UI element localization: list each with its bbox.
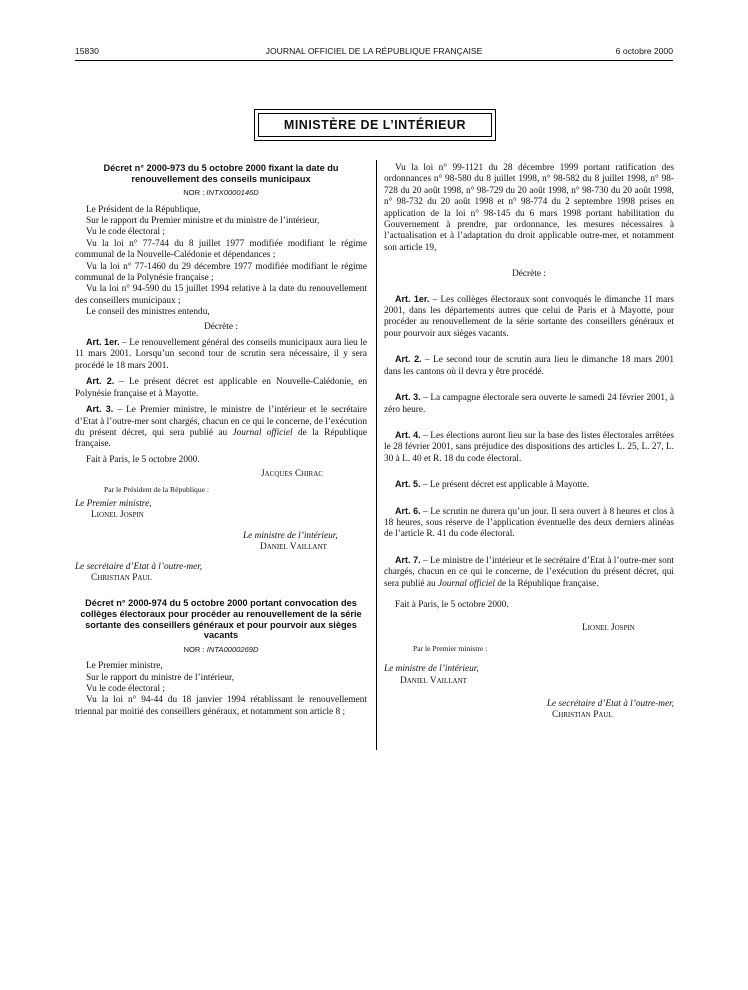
mi-name: Daniel Vaillant (400, 675, 467, 686)
page-header (75, 44, 673, 61)
par-president: Par le Président de la République : (104, 484, 210, 494)
decree2-para: Le Premier ministre, (86, 661, 163, 672)
article-text: – Les collèges électoraux sont convoqués le dimanche 11 mars 2001, dans les départements autres que celui de Paris et à Mayotte, pour procéder au renouvellement de la série sortante des conseillers généraux et pour pourvoir aux sièges vacants. (384, 294, 674, 339)
nor-label: NOR : (183, 644, 207, 654)
issue-date: 6 octobre 2000 (615, 46, 673, 56)
article-text: – Le ministre de l’intérieur et le secrétaire d’Etat à l’outre-mer sont chargés, chacun en ce qui le concerne, de l’exécution du présent décret, qui sera publié au (384, 555, 674, 589)
journal-officiel: Journal officiel (437, 578, 496, 589)
decree2-title: Décret n° 2000-974 du 5 octobre 2000 portant convocation des collèges électoraux pour procéder au renouvellement de la série sortante des conseillers généraux et pour pourvoir aux sièges vacants (80, 598, 362, 641)
nor-code: INTA0000269D (206, 644, 259, 654)
article-label: Art. 6. (395, 505, 421, 516)
decree2-article (384, 479, 674, 491)
article-label: Art. 2. (395, 354, 422, 365)
nor-code: INTX0000146D (206, 188, 259, 198)
decree2-article (384, 555, 674, 590)
article-text: – Le second tour de scrutin aura lieu le dimanche 18 mars 2001 dans les cantons où il devra y être procédé. (384, 355, 674, 377)
ministry-title: MINISTÈRE DE L’INTÉRIEUR (258, 113, 492, 137)
decree1-para: Vu la loi n° 77-1460 du 29 décembre 1977 modifiée modifiant le régime communal de la Polynésie française ; (75, 261, 367, 284)
article-text: de la République française. (495, 578, 599, 589)
decree1-decrete: Décrète : (204, 321, 238, 332)
article-text: – Le présent décret est applicable en Nouvelle-Calédonie, en Polynésie française et à Mayotte. (75, 377, 367, 399)
decree2-article (384, 392, 674, 416)
article-text: – La campagne électorale sera ouverte le samedi 24 février 2001, à zéro heure. (384, 393, 674, 415)
decree2-article (384, 294, 674, 341)
article-label: Art. 4. (395, 429, 421, 440)
decree2-para: Vu la loi n° 94-44 du 18 janvier 1994 rétablissant le renouvellement triennal par moitié des conseillers généraux, et notamment son article 8 ; (75, 695, 367, 717)
decree1-para: Vu le code électoral ; (86, 227, 165, 238)
article-text: – Le présent décret est applicable à Mayotte. (420, 480, 590, 491)
article-label: Art. 3. (86, 404, 114, 415)
decree2-nor (75, 644, 367, 655)
pm-name: Lionel Jospin (91, 510, 144, 521)
right-column (384, 163, 674, 722)
decree1-nor (75, 187, 367, 198)
mi-title: Le ministre de l’intérieur, (243, 530, 338, 541)
decree2-done: Fait à Paris, le 5 octobre 2000. (395, 599, 509, 610)
mi-name: Daniel Vaillant (260, 542, 327, 553)
nor-label: NOR : (183, 188, 207, 198)
decree2-para: Vu la loi n° 99-1121 du 28 décembre 1999 portant ratification des ordonnances n° 98-580 du 8 juillet 1998, n° 98-582 du 8 juillet 1998, n° 98-728 du 20 août 1998, n° 98-729 du 20 août 1998, n° 98-730 du 20 août 1998, n° 98-732 du 20 août 1998 et n° 98-774 du 2 septembre 1998 prises en application de la loi n° 98-145 du 6 mars 1998 portant habilitation du Gouvernement à prendre, par ordonnance, les mesures nécessaires à l’actualisation et à l’adaptation du droit applicable outre-mer, et notamment son article 19, (384, 163, 674, 253)
ministry-box (254, 109, 496, 141)
article-text: – Le renouvellement général des conseils municipaux aura lieu le 11 mars 2001. Lorsqu’un second tour de scrutin sera nécessaire, il y sera procédé le 18 mars 2001. (75, 338, 367, 371)
decree1-para: Le conseil des ministres entendu, (86, 307, 210, 318)
se-name: Christian Paul (91, 572, 152, 583)
column-divider (376, 160, 377, 750)
decree1-para: Vu la loi n° 94-590 du 15 juillet 1994 relative à la date du renouvellement des conseillers municipaux ; (75, 284, 367, 306)
page-number: 15830 (75, 46, 99, 56)
decree1-title: Décret n° 2000-973 du 5 octobre 2000 fixant la date du renouvellement des conseils municipaux (103, 163, 339, 184)
mi-title: Le ministre de l’intérieur, (384, 664, 479, 675)
se-title: Le secrétaire d’Etat à l’outre-mer, (75, 561, 203, 572)
article-text: – Le Premier ministre, le ministre de l’intérieur et le secrétaire d’Etat à l’outre-mer sont chargés, chacun en ce qui le concerne, de l’exécution du présent décret, qui sera publié au (75, 405, 367, 438)
decree1-para: Sur le rapport du Premier ministre et du ministre de l’intérieur, (86, 216, 320, 226)
article-label: Art. 3. (395, 392, 421, 403)
article-text: de la République française. (75, 427, 367, 450)
decree1-article (75, 337, 367, 372)
decree1-done: Fait à Paris, le 5 octobre 2000. (86, 454, 200, 465)
decree2-article (384, 430, 674, 465)
decree2-article (384, 506, 674, 541)
article-label: Art. 1er. (395, 293, 430, 304)
se-title: Le secrétaire d’Etat à l’outre-mer, (546, 699, 674, 709)
decree1-para: Le Président de la République, (86, 204, 201, 215)
article-text: – Les élections auront lieu sur la base des listes électorales arrêtées le 28 février 2001, sans préjudice des dispositions des articles L. 25, L. 27, L. 30 à L. 40 et R. 18 du code électoral. (384, 430, 674, 464)
article-label: Art. 5. (395, 479, 421, 490)
left-column (75, 163, 367, 718)
pm-name: Lionel Jospin (582, 623, 635, 634)
decree1-article (75, 376, 367, 400)
article-label: Art. 7. (395, 554, 421, 565)
pm-title: Le Premier ministre, (75, 498, 152, 509)
article-label: Art. 1er. (86, 337, 120, 348)
decree1-article (75, 404, 367, 451)
journal-title: JOURNAL OFFICIEL DE LA RÉPUBLIQUE FRANÇAISE (265, 46, 483, 56)
se-name: Christian Paul (552, 710, 613, 721)
decree2-article (384, 354, 674, 378)
article-text: – Le scrutin ne durera qu’un jour. Il sera ouvert à 8 heures et clos à 18 heures, sous réserve de l’application éventuelle des deux derniers alinéas de l’article R. 41 du code électoral. (384, 506, 675, 540)
decree2-decrete: Décrète : (512, 269, 546, 280)
article-label: Art. 2. (86, 376, 115, 387)
decree1-para: Vu la loi n° 77-744 du 8 juillet 1977 modifiée modifiant le régime communal de la Nouvelle-Calédonie et dépendances ; (75, 238, 367, 261)
decree2-para: Vu le code électoral ; (86, 683, 165, 694)
decree2-para: Sur le rapport du ministre de l’intérieur, (86, 672, 235, 683)
par-pm: Par le Premier ministre : (413, 643, 488, 653)
journal-officiel: Journal officiel (232, 427, 293, 438)
president-name: Jacques Chirac (261, 469, 323, 480)
